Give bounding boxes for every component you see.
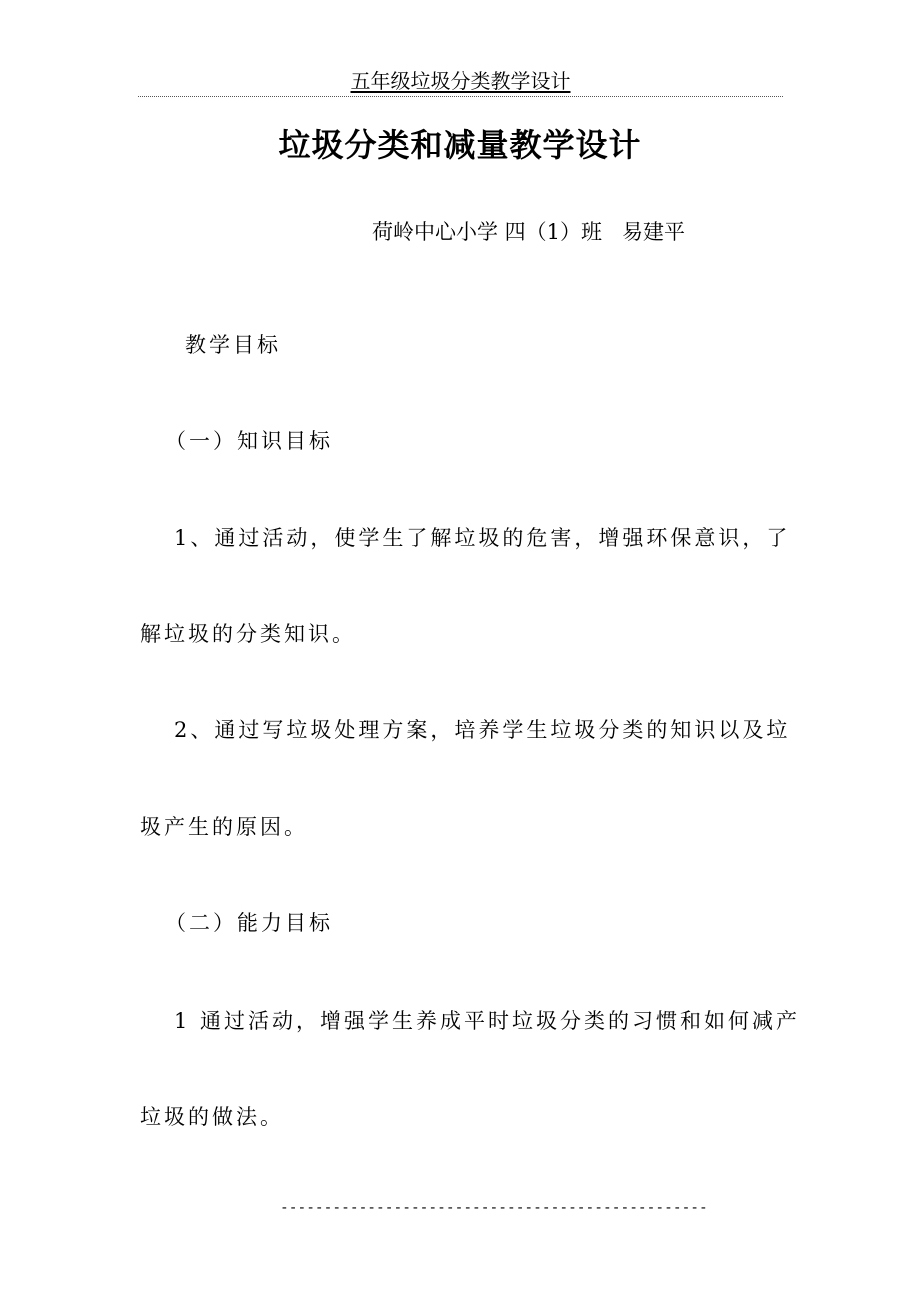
- paragraph-line: 解垃圾的分类知识。: [140, 622, 356, 646]
- paragraph-line: 1 通过活动，增强学生养成平时垃圾分类的习惯和如何减产: [174, 1009, 801, 1033]
- paragraph-line: 圾产生的原因。: [140, 815, 308, 839]
- subsection-heading-ability: （二）能力目标: [165, 911, 333, 935]
- section-heading-objectives: 教学目标: [185, 333, 281, 357]
- subsection-heading-knowledge: （一）知识目标: [165, 429, 333, 453]
- header-title: 五年级垃圾分类教学设计: [350, 69, 571, 93]
- document-title: 垃圾分类和减量教学设计: [278, 126, 642, 164]
- author-line: 荷岭中心小学 四（1）班 易建平: [372, 220, 686, 244]
- footer-divider: -------------------------------------------------: [280, 1200, 708, 1216]
- paragraph-line: 垃圾的做法。: [140, 1105, 284, 1129]
- page-header: [138, 66, 783, 97]
- paragraph-line: 1、通过活动，使学生了解垃圾的危害，增强环保意识，了: [174, 526, 791, 550]
- paragraph-line: 2、通过写垃圾处理方案，培养学生垃圾分类的知识以及垃: [174, 718, 791, 742]
